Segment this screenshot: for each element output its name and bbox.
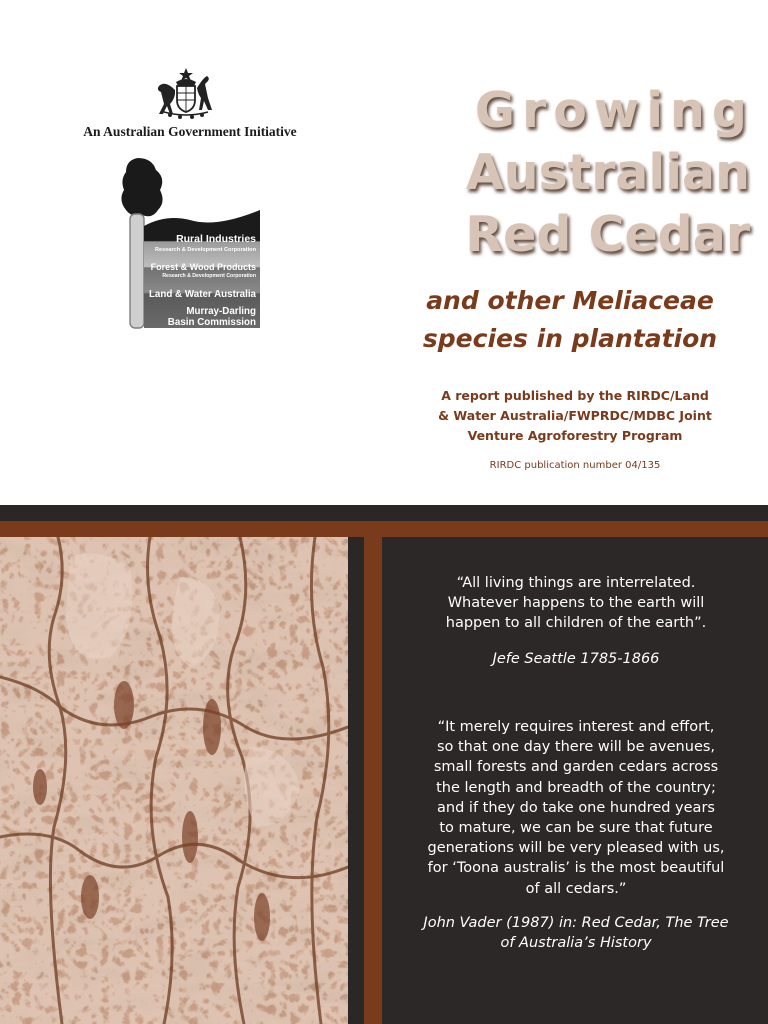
partner-subname-1: Research & Development Corporation [162,273,256,279]
quote-2-line-1: “It merely requires interest and effort, [437,719,715,735]
quote-1 [406,573,746,634]
quote-2-line-6: to mature, we can be sure that future [439,820,713,837]
report-title [400,80,754,266]
coat-of-arms-emblem [146,66,226,120]
quote-1-attribution-line-1: Jefe Seattle 1785-1866 [492,651,660,667]
quote-1-line-2: Whatever happens to the earth will [447,595,705,612]
quote-2-line-8: for ‘Toona australis’ is the most beautiful [427,860,725,877]
vertical-divider-dark [348,537,364,1024]
tree-crown-icon [121,158,162,216]
tree-trunk-icon [130,214,144,328]
quotes-panel [382,537,768,1024]
red-cedar-bark-photo [0,537,348,1024]
quote-2-attribution-line-2: of Australia’s History [500,935,652,952]
partner-name-1: Forest & Wood Products [150,262,256,272]
title-line-1: Growing [474,82,754,139]
quote-1-line-1: “All living things are interrelated. [456,575,696,591]
publisher-line-3: Venture Agroforestry Program [467,428,683,443]
quote-2-line-4: the length and breadth of the country; [436,779,716,796]
partner-subname-3: Basin Commission [167,317,256,328]
quote-2-line-3: small forests and garden cedars across [433,759,719,776]
quote-2-line-2: so that one day there will be avenues, [436,739,716,756]
vertical-divider-brown [364,537,382,1024]
report-subtitle [392,282,748,358]
divider-band-brown [0,521,768,537]
publisher-statement [420,386,730,446]
partner-subname-0: Research & Development Corporation [154,247,256,253]
partner-name-3: Murray-Darling [186,306,256,317]
subtitle-line-2: species in plantation [422,324,718,353]
quote-1-line-3: happen to all children of the earth”. [445,615,707,632]
subtitle-line-1: and other Meliaceae [426,286,714,315]
publication-number: RIRDC publication number 04/135 [489,460,661,471]
government-initiative-label: An Australian Government Initiative [83,124,297,139]
partner-organisations-logo [108,156,264,332]
quote-2-line-5: and if they do take one hundred years [437,799,715,816]
quote-2 [406,717,746,899]
partner-name-2: Land & Water Australia [148,289,256,300]
publisher-line-1: A report published by the RIRDC/Land [441,388,709,403]
quote-1-attribution [406,649,746,669]
quote-2-attribution [406,913,746,953]
title-line-2: Australian [465,144,750,201]
divider-band-dark [0,505,768,521]
partner-name-0: Rural Industries [176,233,256,245]
publisher-line-2: & Water Australia/FWPRDC/MDBC Joint [438,408,712,423]
title-line-3: Red Cedar [465,206,750,263]
quote-2-attribution-line-1: John Vader (1987) in: Red Cedar, The Tree [423,915,729,931]
quote-2-line-7: generations will be very pleased with us, [427,840,725,857]
quote-2-line-9: of all cedars.” [525,880,627,897]
